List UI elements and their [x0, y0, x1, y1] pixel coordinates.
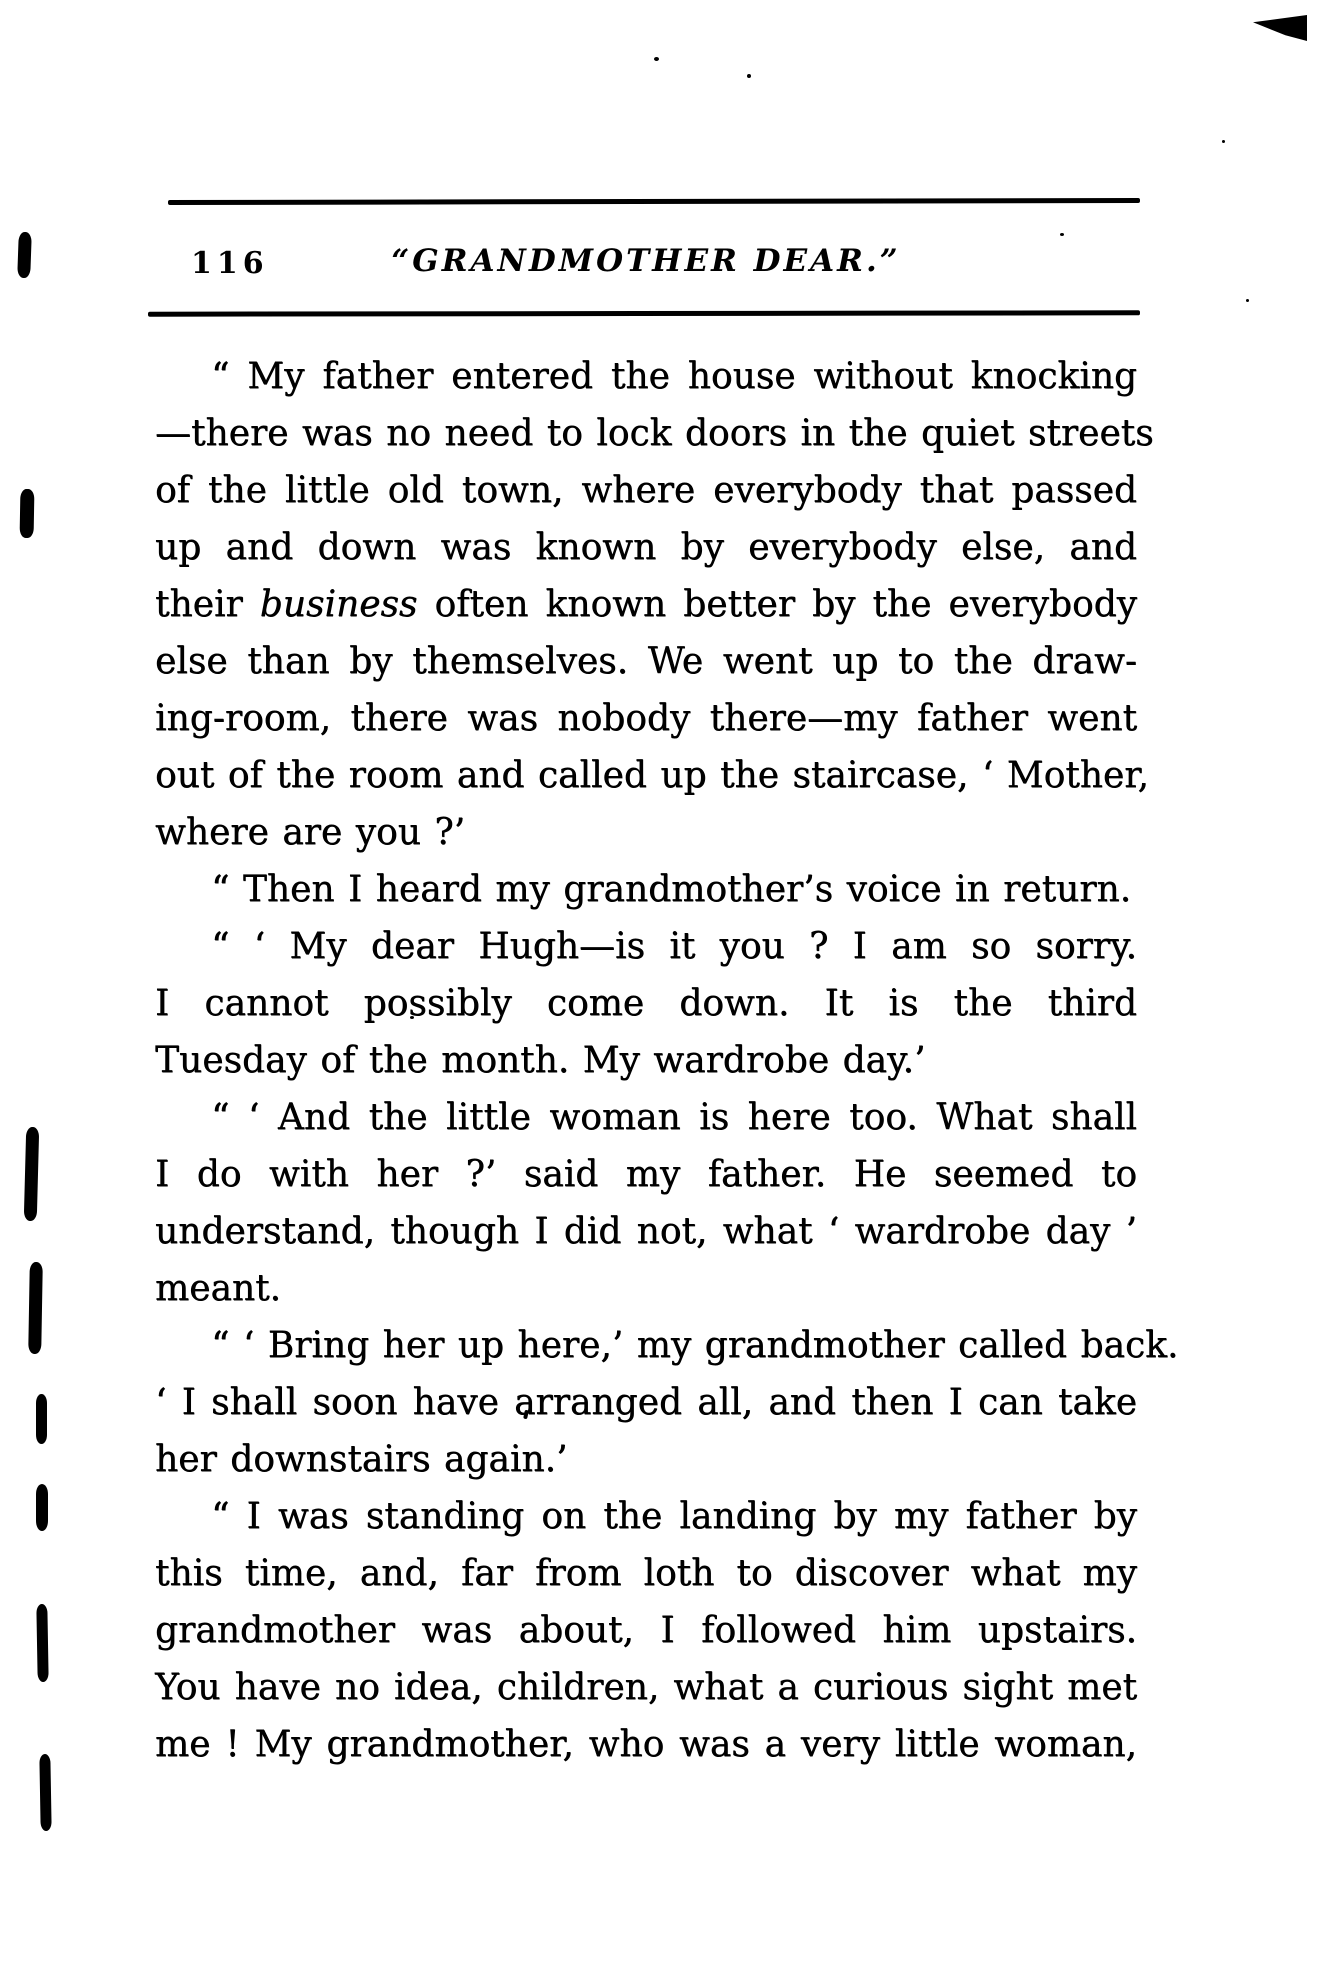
- text-segment: their: [155, 584, 260, 625]
- text-line: meant.: [155, 1268, 281, 1309]
- text-line: where are you ?’: [155, 812, 466, 853]
- text-line: ing-room, there was nobody there—my father went: [155, 698, 1137, 739]
- scan-speck: [1246, 299, 1249, 302]
- header-rule-bottom: [148, 310, 1140, 316]
- text-line: “ Then I heard my grandmother’s voice in return.: [211, 869, 1132, 910]
- text-line: “ ‘ And the little woman is here too. What shall: [211, 1097, 1137, 1138]
- binding-mark: [17, 232, 32, 278]
- running-title: “GRANDMOTHER DEAR.”: [391, 243, 901, 279]
- text-line: —there was no need to lock doors in the quiet streets: [155, 413, 1154, 454]
- text-segment: often known better by the everybody: [417, 584, 1138, 625]
- text-line: “ ‘ Bring her up here,’ my grandmother called back.: [211, 1325, 1179, 1366]
- binding-mark: [20, 489, 35, 538]
- binding-mark: [36, 1394, 47, 1444]
- text-line: this time, and, far from loth to discover what my: [155, 1553, 1137, 1594]
- text-line: “ I was standing on the landing by my father by: [211, 1496, 1137, 1537]
- page-number: 116: [191, 246, 269, 281]
- page-corner-fold-mark: [1253, 15, 1307, 41]
- scan-speck: [747, 74, 751, 78]
- text-line: “ My father entered the house without knocking: [211, 356, 1137, 397]
- text-line: else than by themselves. We went up to the draw-: [155, 641, 1137, 682]
- scan-speck: [654, 57, 659, 61]
- text-line: her downstairs again.’: [155, 1439, 568, 1480]
- text-line: ‘ I shall soon have arranged all, and then I can take: [155, 1382, 1137, 1423]
- text-line: I cannot possibly come down. It is the third: [155, 983, 1137, 1024]
- text-line: grandmother was about, I followed him upstairs.: [155, 1610, 1137, 1651]
- text-line: Tuesday of the month. My wardrobe day.’: [155, 1040, 926, 1081]
- body-text: [155, 348, 1179, 1773]
- text-line: You have no idea, children, what a curious sight met: [155, 1667, 1137, 1708]
- header-rule-top: [168, 198, 1140, 205]
- running-head: [155, 243, 1137, 283]
- binding-mark: [28, 1262, 43, 1354]
- binding-mark: [39, 1754, 51, 1831]
- italic-word: business: [259, 584, 418, 625]
- text-line: me ! My grandmother, who was a very little woman,: [155, 1724, 1137, 1765]
- binding-mark: [24, 1127, 39, 1221]
- text-line: out of the room and called up the staircase, ‘ Mother,: [155, 755, 1149, 796]
- text-line: [155, 576, 1137, 633]
- text-line: understand, though I did not, what ‘ wardrobe day ’: [155, 1211, 1137, 1252]
- text-line: “ ‘ My dear Hugh—is it you ? I am so sorry.: [211, 926, 1137, 967]
- text-line: I do with her ?’ said my father. He seemed to: [155, 1154, 1137, 1195]
- scan-speck: [1222, 140, 1225, 143]
- binding-mark: [36, 1604, 48, 1682]
- text-line: up and down was known by everybody else, and: [155, 527, 1137, 568]
- scan-speck: [1060, 233, 1064, 236]
- text-line: of the little old town, where everybody that passed: [155, 470, 1137, 511]
- binding-mark: [36, 1484, 48, 1531]
